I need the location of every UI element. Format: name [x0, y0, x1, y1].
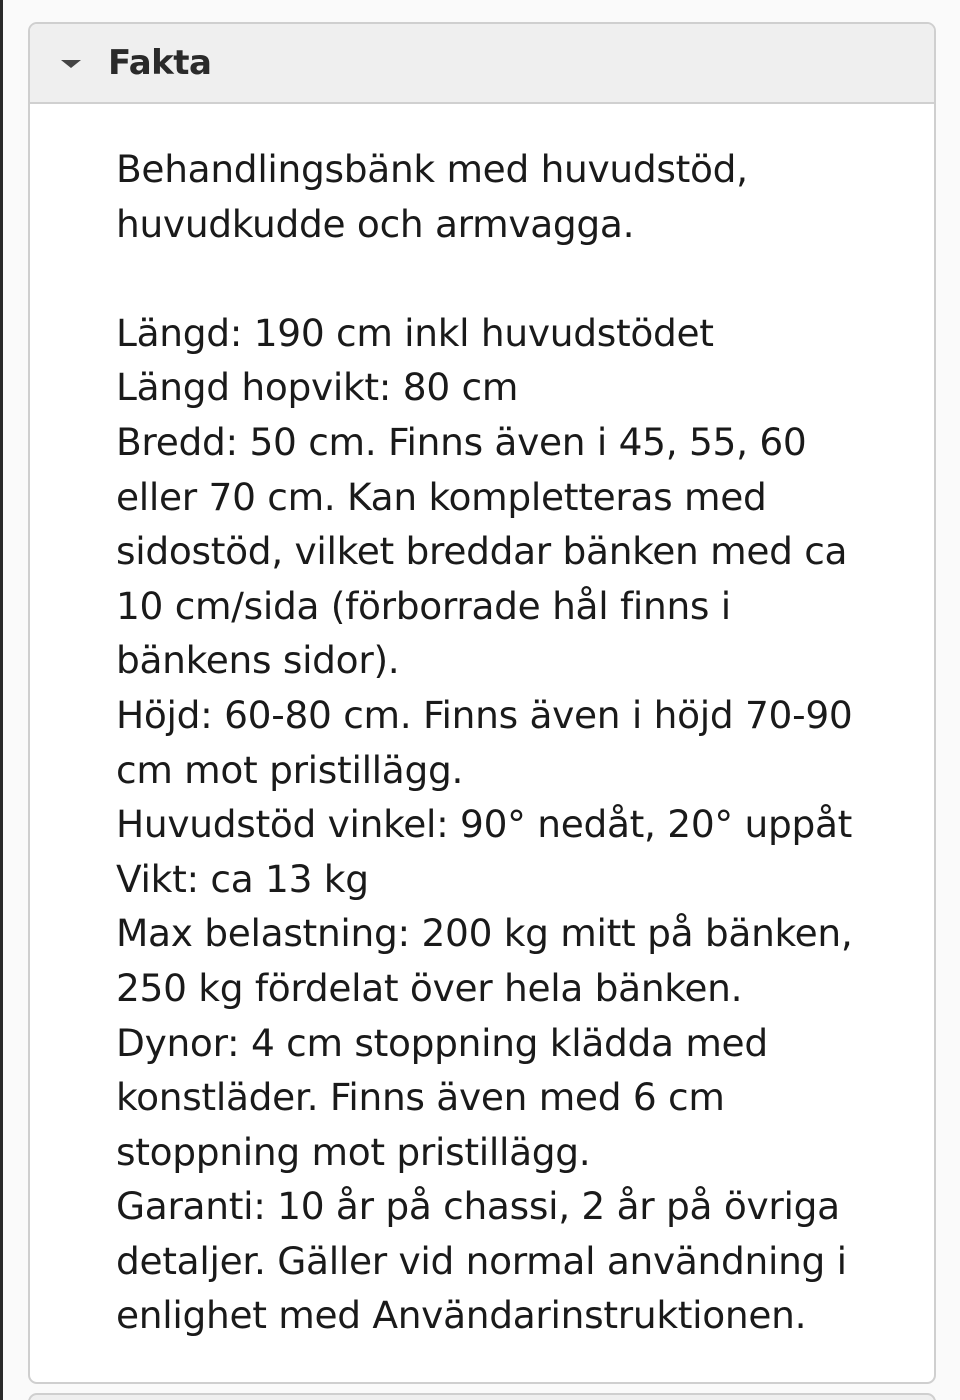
caret-down-icon[interactable] — [61, 60, 81, 68]
fakta-accordion-panel — [28, 22, 936, 1384]
product-intro: Behandlingsbänk med huvudstöd, huvudkudde och armvagga. — [116, 147, 748, 246]
spec-warranty: Garanti: 10 år på chassi, 2 år på övriga detaljer. Gäller vid normal användning i enlighet med Användarinstruktionen. — [116, 1184, 847, 1338]
window-edge — [0, 0, 3, 1400]
paragraph-spacer — [116, 251, 894, 306]
spec-width: Bredd: 50 cm. Finns även i 45, 55, 60 eller 70 cm. Kan kompletteras med sidostöd, vilket breddar bänken med ca 10 cm/sida (förborrade hål finns i bänkens sidor). — [116, 419, 848, 683]
panel-body — [30, 104, 934, 1343]
spec-height: Höjd: 60-80 cm. Finns även i höjd 70-90 cm mot pristillägg. — [116, 692, 853, 792]
spec-list — [116, 306, 894, 1343]
fakta-accordion-header[interactable] — [30, 24, 934, 104]
spec-max-load: Max belastning: 200 kg mitt på bänken, 250 kg fördelat över hela bänken. — [116, 911, 853, 1010]
next-accordion-panel-edge[interactable] — [28, 1393, 936, 1400]
spec-folded-length: Längd hopvikt: 80 cm — [116, 365, 519, 410]
spec-headrest-angle: Huvudstöd vinkel: 90° nedåt, 20° uppåt — [116, 802, 853, 847]
spec-weight: Vikt: ca 13 kg — [116, 856, 369, 901]
panel-title: Fakta — [108, 43, 212, 83]
spec-cushions: Dynor: 4 cm stoppning klädda med konstläder. Finns även med 6 cm stoppning mot pristillägg. — [116, 1020, 768, 1174]
spec-length: Längd: 190 cm inkl huvudstödet — [116, 310, 714, 355]
